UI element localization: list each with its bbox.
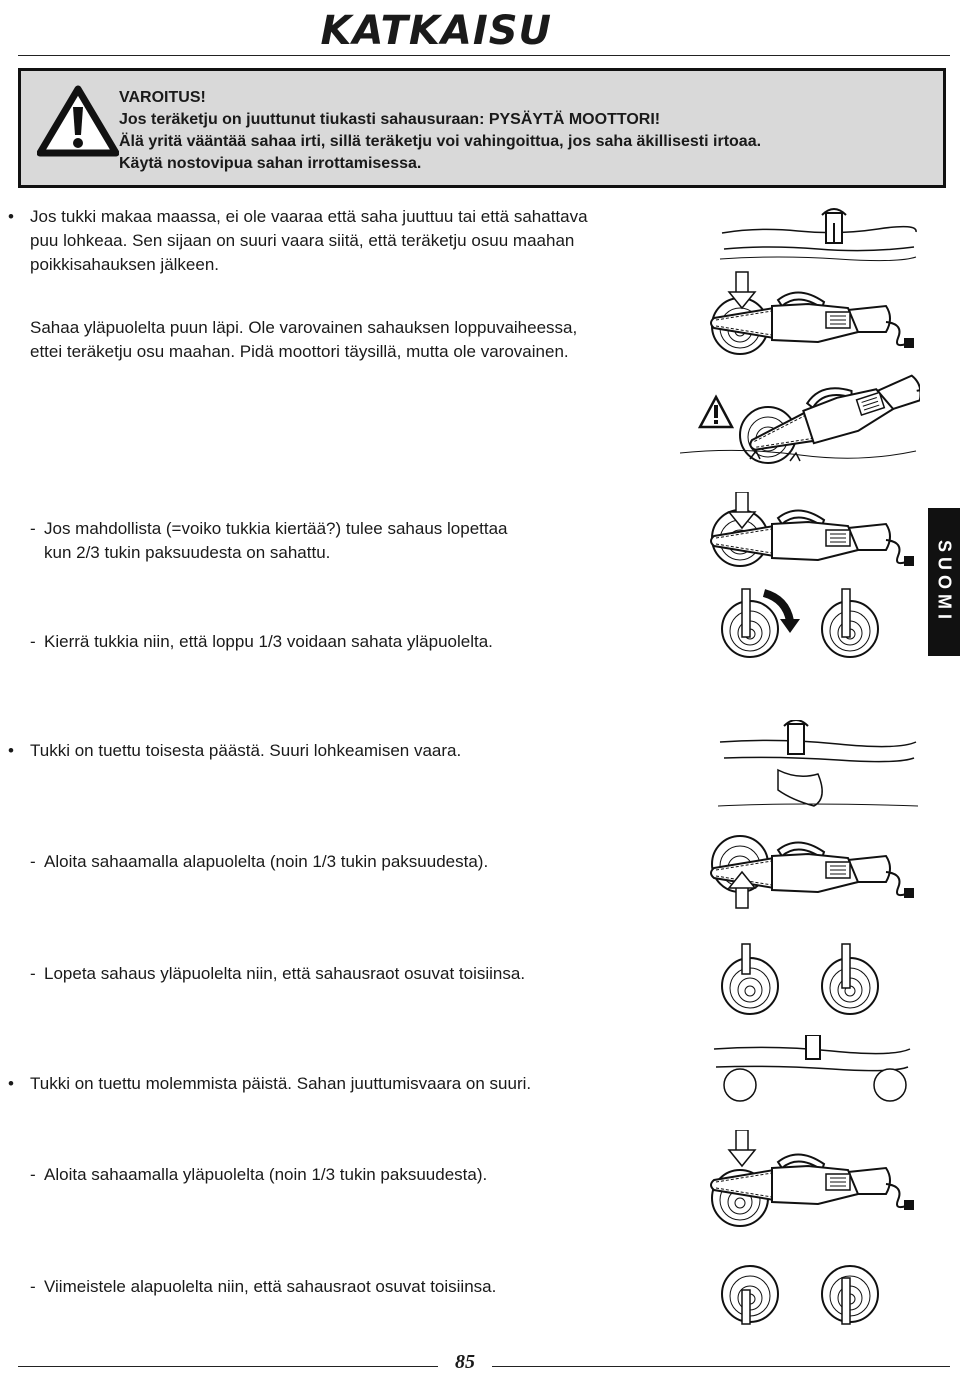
rotate-log-illustration bbox=[716, 585, 916, 665]
step-finish-above: - Lopeta sahaus yläpuolelta niin, että sahausraot osuvat toisiinsa. bbox=[44, 962, 525, 986]
page-number: 85 bbox=[455, 1351, 475, 1373]
saw-two-thirds-illustration bbox=[700, 492, 930, 570]
log-one-end-supported-illustration bbox=[718, 720, 918, 810]
warning-line: Käytä nostovipua sahan irrottamisessa. bbox=[119, 155, 422, 172]
step-stop-at-two-thirds: - Jos mahdollista (=voiko tukkia kiertää?) tulee sahaus lopettaa kun 2/3 tukin paksuudesta on sahattu. bbox=[44, 517, 508, 565]
saw-both-ends-above-illustration bbox=[700, 1130, 930, 1230]
language-tab: SUOMI bbox=[928, 508, 960, 656]
step-finish-below: - Viimeistele alapuolelta niin, että sahausraot osuvat toisiinsa. bbox=[44, 1275, 496, 1299]
warning-line: Älä yritä vääntää sahaa irti, sillä teräketju voi vahingoittua, jos saha äkillisesti irtoaa. bbox=[119, 133, 762, 150]
warning-box bbox=[18, 68, 946, 188]
bullet-log-on-ground: • Jos tukki makaa maassa, ei ole vaaraa että saha juuttuu tai että sahattava puu lohkeaa. Sen sijaan on suuri vaara siitä, että teräketju osuu maahan poikkisahauksen jälkeen. bbox=[30, 205, 588, 277]
cut-sequence-one-end-illustration bbox=[716, 940, 916, 1020]
bullet-supported-both-ends: • Tukki on tuettu molemmista päistä. Sahan juuttumisvaara on suuri. bbox=[30, 1072, 531, 1096]
log-on-ground-illustration bbox=[718, 205, 918, 265]
page-title: KATKAISU bbox=[320, 8, 552, 54]
saw-hits-ground-illustration bbox=[680, 365, 920, 475]
title-divider bbox=[18, 55, 950, 56]
warning-triangle-icon bbox=[37, 85, 119, 157]
warning-heading: VAROITUS! bbox=[119, 89, 206, 106]
bullet-supported-one-end: • Tukki on tuettu toisesta päästä. Suuri lohkeamisen vaara. bbox=[30, 739, 461, 763]
footer-divider-right bbox=[492, 1366, 950, 1367]
footer-divider-left bbox=[18, 1366, 438, 1367]
note-cut-from-above: Sahaa yläpuolelta puun läpi. Ole varovainen sahauksen loppuvaiheessa, ettei teräketju osu maahan. Pidä moottori täysillä, mutta ole varovainen. bbox=[30, 318, 578, 361]
step-rotate-log: - Kierrä tukkia niin, että loppu 1/3 voidaan sahata yläpuolelta. bbox=[44, 630, 493, 654]
step-start-below: - Aloita sahaamalla alapuolelta (noin 1/3 tukin paksuudesta). bbox=[44, 850, 488, 874]
saw-cut-from-below-illustration bbox=[700, 828, 930, 910]
cut-sequence-both-ends-illustration bbox=[716, 1250, 916, 1330]
warning-text bbox=[119, 87, 761, 175]
saw-cut-from-above-illustration bbox=[700, 268, 930, 358]
log-both-ends-supported-illustration bbox=[712, 1035, 912, 1105]
step-start-above: - Aloita sahaamalla yläpuolelta (noin 1/3 tukin paksuudesta). bbox=[44, 1163, 487, 1187]
warning-line: Jos teräketju on juuttunut tiukasti sahausuraan: PYSÄYTÄ MOOTTORI! bbox=[119, 111, 661, 128]
